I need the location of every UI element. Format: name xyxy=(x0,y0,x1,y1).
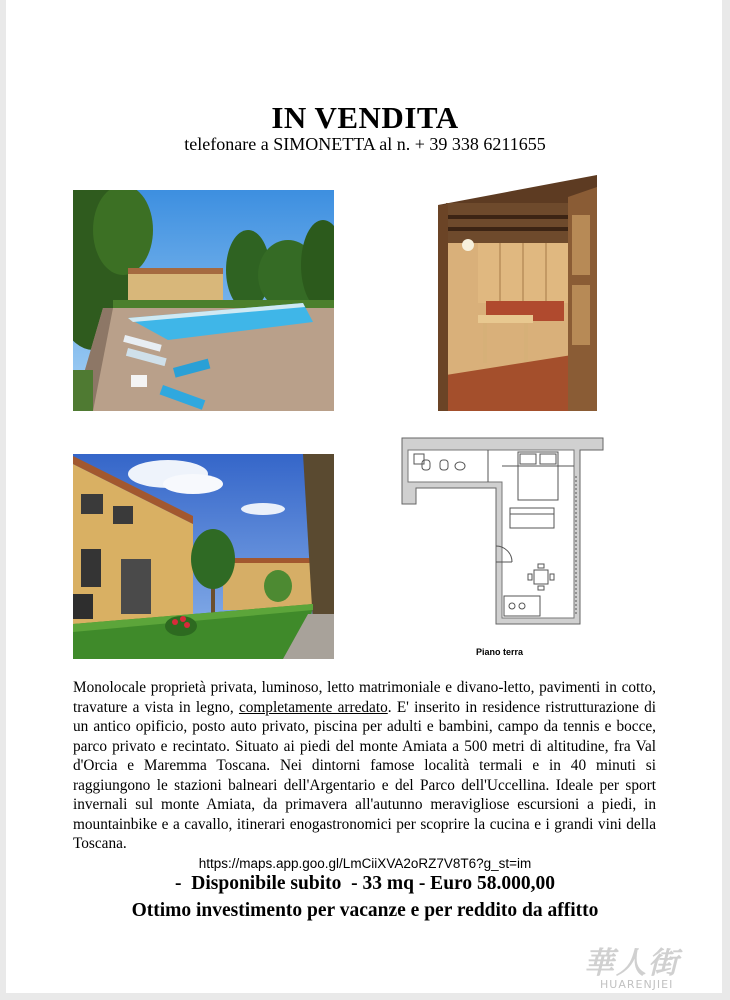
watermark-chars: 華人街 xyxy=(584,946,680,981)
description-underlined: completamente arredato xyxy=(238,698,388,716)
description-text-1: Monolocale proprietà privata, luminoso, letto matrimoniale e divano-letto, pavimenti in cotto, travature a vista in legno, xyxy=(73,679,656,716)
page-title: IN VENDITA xyxy=(271,100,459,135)
tagline: Ottimo investimento per vacanze e per reddito da affitto xyxy=(131,900,599,921)
contact-phone: telefonare a SIMONETTA al n. + 39 338 6211655 xyxy=(184,134,546,154)
description-text-2: . E' inserito in residence ristrutturazione di un antico opificio, posto auto privato, piscina per adulti e bambini, campo da tennis e bocce, parco privato e recintato. Situato ai piedi del monte Amiata a 500 metri di altitudine, fra Val d'Orcia e Maremma Toscana. Nei dintorni famose località termali e in 40 minuti si raggiungono le stazioni balneari dell'Argentario e del Parco dell'Uccellina. Ideale per sport invernali sul monte Amiata, da primavera all'autunno meravigliose escursioni a piedi, in mountainbike e a cavallo, itinerari enogastronomici per scoprire la cucina e i grandi vini della Toscana. xyxy=(73,698,656,852)
description xyxy=(73,678,656,854)
watermark-logo xyxy=(584,938,724,996)
price-line: - Disponibile subito - 33 mq - Euro 58.000,00 xyxy=(175,873,555,894)
pool-photo xyxy=(73,190,334,411)
watermark-sub: HUARENJIEI xyxy=(600,978,674,991)
floor-plan-caption: Piano terra xyxy=(476,647,524,657)
floor-plan xyxy=(400,436,605,626)
room-photo xyxy=(438,175,597,411)
courtyard-photo xyxy=(73,454,334,659)
maps-link[interactable]: https://maps.app.goo.gl/LmCiiXVA2oRZ7V8T6?g_st=im xyxy=(198,856,532,871)
